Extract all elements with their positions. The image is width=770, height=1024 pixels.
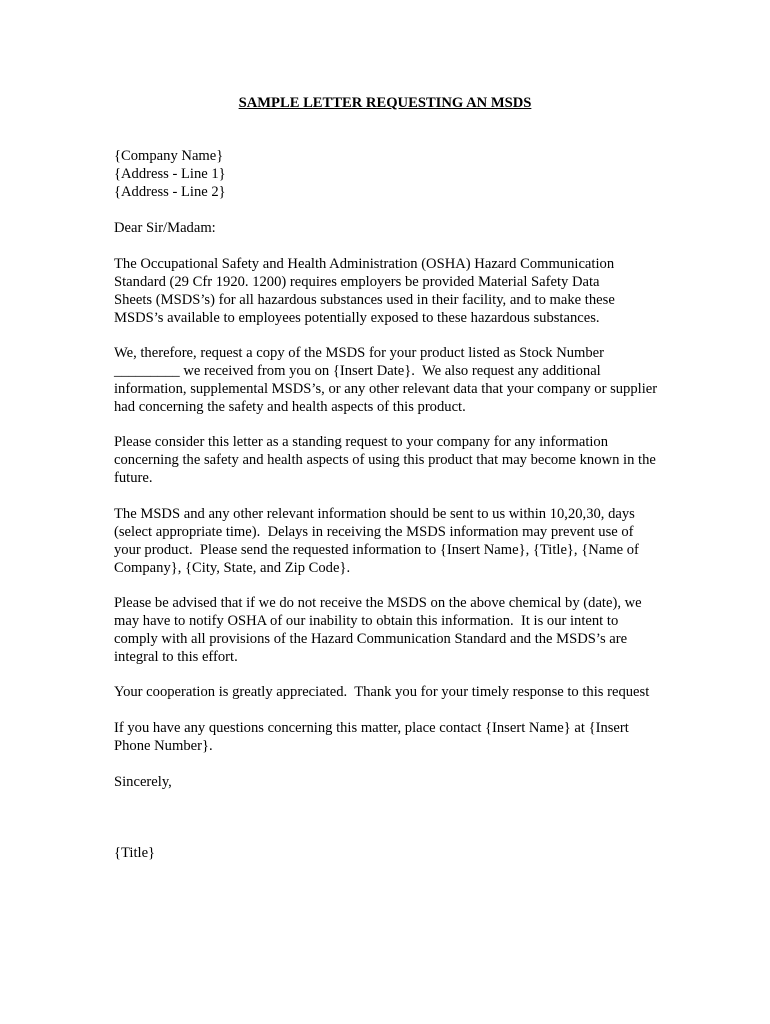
address-company-name: {Company Name} bbox=[114, 148, 224, 164]
salutation: Dear Sir/Madam: bbox=[114, 220, 216, 236]
paragraph-7-line: If you have any questions concerning this matter, place contact {Insert Name} at {Insert bbox=[114, 720, 629, 736]
paragraph-3-line: Please consider this letter as a standing request to your company for any information bbox=[114, 434, 609, 450]
paragraph-4-line: (select appropriate time). Delays in receiving the MSDS information may prevent use of bbox=[114, 524, 634, 540]
paragraph-2-line: had concerning the safety and health aspects of this product. bbox=[114, 399, 466, 415]
paragraph-5-line: may have to notify OSHA of our inability to obtain this information. It is our intent to bbox=[114, 613, 619, 629]
paragraph-5-line: comply with all provisions of the Hazard Communication Standard and the MSDS’s are bbox=[114, 631, 628, 647]
closing: Sincerely, bbox=[114, 774, 172, 790]
paragraph-3-line: future. bbox=[114, 470, 153, 486]
paragraph-5-line: Please be advised that if we do not receive the MSDS on the above chemical by (date), we bbox=[114, 595, 642, 611]
paragraph-5-line: integral to this effort. bbox=[114, 649, 238, 665]
paragraph-1-line: MSDS’s available to employees potentially exposed to these hazardous substances. bbox=[114, 310, 600, 326]
paragraph-4-line: The MSDS and any other relevant information should be sent to us within 10,20,30, days bbox=[114, 506, 635, 522]
letter-title: SAMPLE LETTER REQUESTING AN MSDS bbox=[238, 95, 532, 111]
paragraph-7-line: Phone Number}. bbox=[114, 738, 213, 754]
paragraph-2-line: _________ we received from you on {Insert Date}. We also request any additional bbox=[114, 363, 601, 379]
paragraph-1-line: The Occupational Safety and Health Administration (OSHA) Hazard Communication bbox=[114, 256, 615, 272]
signature-title: {Title} bbox=[114, 845, 156, 861]
address-line-2: {Address - Line 2} bbox=[114, 184, 226, 200]
paragraph-4-line: your product. Please send the requested information to {Insert Name}, {Title}, {Name of bbox=[114, 542, 639, 558]
paragraph-2-line: We, therefore, request a copy of the MSDS for your product listed as Stock Number bbox=[114, 345, 605, 361]
paragraph-1-line: Sheets (MSDS’s) for all hazardous substances used in their facility, and to make these bbox=[114, 292, 615, 308]
paragraph-1-line: Standard (29 Cfr 1920. 1200) requires employers be provided Material Safety Data bbox=[114, 274, 600, 290]
address-line-1: {Address - Line 1} bbox=[114, 166, 226, 182]
paragraph-3-line: concerning the safety and health aspects of using this product that may become known in the bbox=[114, 452, 656, 468]
paragraph-4-line: Company}, {City, State, and Zip Code}. bbox=[114, 560, 351, 576]
paragraph-2-line: information, supplemental MSDS’s, or any other relevant data that your company or supplier bbox=[114, 381, 658, 397]
paragraph-6-line: Your cooperation is greatly appreciated. Thank you for your timely response to this request bbox=[114, 684, 650, 700]
